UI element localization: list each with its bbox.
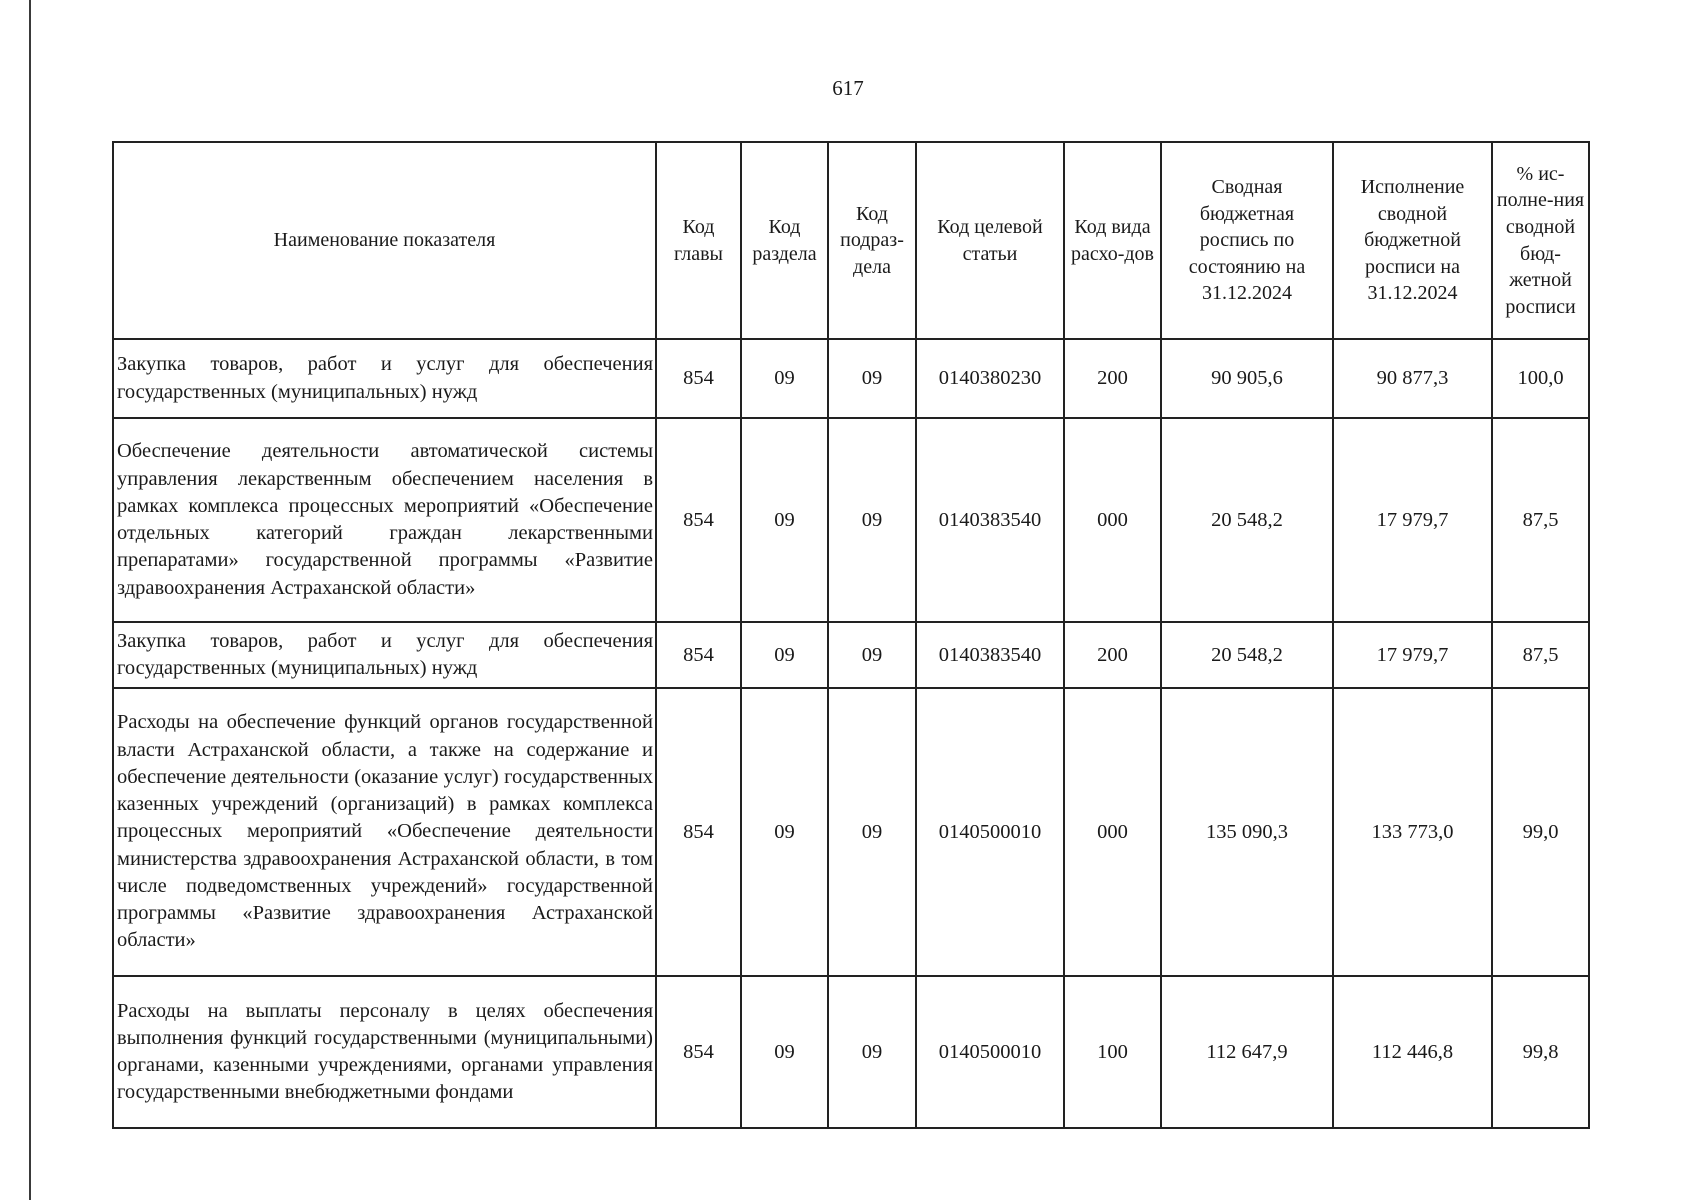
header-chapter-code: Код главы	[656, 142, 741, 339]
row-actual: 112 446,8	[1333, 976, 1492, 1128]
row-name: Закупка товаров, работ и услуг для обеспечения государственных (муниципальных) нужд	[113, 622, 656, 688]
row-expense-type: 000	[1064, 688, 1161, 976]
row-chapter: 854	[656, 688, 741, 976]
row-subsection: 09	[828, 622, 916, 688]
row-plan: 135 090,3	[1161, 688, 1333, 976]
budget-execution-table	[112, 141, 1590, 1129]
row-subsection: 09	[828, 688, 916, 976]
row-section: 09	[741, 688, 828, 976]
row-actual: 17 979,7	[1333, 622, 1492, 688]
row-expense-type: 200	[1064, 339, 1161, 418]
row-plan: 112 647,9	[1161, 976, 1333, 1128]
row-expense-type: 000	[1064, 418, 1161, 622]
row-percent: 99,8	[1492, 976, 1589, 1128]
row-section: 09	[741, 622, 828, 688]
row-actual: 133 773,0	[1333, 688, 1492, 976]
header-indicator-name: Наименование показателя	[113, 142, 656, 339]
header-budget-plan: Сводная бюджетная роспись по состоянию на 31.12.2024	[1161, 142, 1333, 339]
row-target: 0140500010	[916, 976, 1064, 1128]
row-section: 09	[741, 976, 828, 1128]
row-target: 0140383540	[916, 418, 1064, 622]
row-name: Обеспечение деятельности автоматической системы управления лекарственным обеспечением населения в рамках комплекса процессных мероприятий «Обеспечение отдельных категорий граждан лекарственными препаратами» государственной программы «Развитие здравоохранения Астраханской области»	[113, 418, 656, 622]
row-section: 09	[741, 339, 828, 418]
row-actual: 90 877,3	[1333, 339, 1492, 418]
table-row	[113, 688, 1589, 976]
table-row	[113, 418, 1589, 622]
row-subsection: 09	[828, 339, 916, 418]
row-actual: 17 979,7	[1333, 418, 1492, 622]
row-target: 0140500010	[916, 688, 1064, 976]
header-budget-execution: Исполнение сводной бюджетной росписи на 31.12.2024	[1333, 142, 1492, 339]
row-chapter: 854	[656, 622, 741, 688]
page-number: 617	[832, 76, 864, 100]
row-expense-type: 100	[1064, 976, 1161, 1128]
header-subsection-code: Код подраз-дела	[828, 142, 916, 339]
header-section-code: Код раздела	[741, 142, 828, 339]
row-chapter: 854	[656, 339, 741, 418]
row-expense-type: 200	[1064, 622, 1161, 688]
row-name: Расходы на выплаты персоналу в целях обеспечения выполнения функций государственными (муниципальными) органами, казенными учреждениями, органами управления государственными внебюджетными фондами	[113, 976, 656, 1128]
row-chapter: 854	[656, 976, 741, 1128]
header-target-article-code: Код целевой статьи	[916, 142, 1064, 339]
table-row	[113, 339, 1589, 418]
row-section: 09	[741, 418, 828, 622]
table-row	[113, 622, 1589, 688]
row-name: Расходы на обеспечение функций органов государственной власти Астраханской области, а также на содержание и обеспечение деятельности (оказание услуг) государственных казенных учреждений (организаций) в рамках комплекса процессных мероприятий «Обеспечение деятельности министерства здравоохранения Астраханской области, в том числе подведомственных учреждений» государственной программы «Развитие здравоохранения Астраханской области»	[113, 688, 656, 976]
table-row	[113, 976, 1589, 1128]
left-margin-rule	[29, 0, 31, 1200]
row-percent: 100,0	[1492, 339, 1589, 418]
header-expense-type-code: Код вида расхо-дов	[1064, 142, 1161, 339]
row-percent: 87,5	[1492, 622, 1589, 688]
table-header-row	[113, 142, 1589, 339]
row-chapter: 854	[656, 418, 741, 622]
row-percent: 87,5	[1492, 418, 1589, 622]
row-target: 0140380230	[916, 339, 1064, 418]
row-subsection: 09	[828, 418, 916, 622]
row-subsection: 09	[828, 976, 916, 1128]
row-percent: 99,0	[1492, 688, 1589, 976]
row-target: 0140383540	[916, 622, 1064, 688]
header-execution-percent: % ис-полне-ния сводной бюд-жетной росписи	[1492, 142, 1589, 339]
row-plan: 20 548,2	[1161, 418, 1333, 622]
row-name: Закупка товаров, работ и услуг для обеспечения государственных (муниципальных) нужд	[113, 339, 656, 418]
row-plan: 20 548,2	[1161, 622, 1333, 688]
row-plan: 90 905,6	[1161, 339, 1333, 418]
